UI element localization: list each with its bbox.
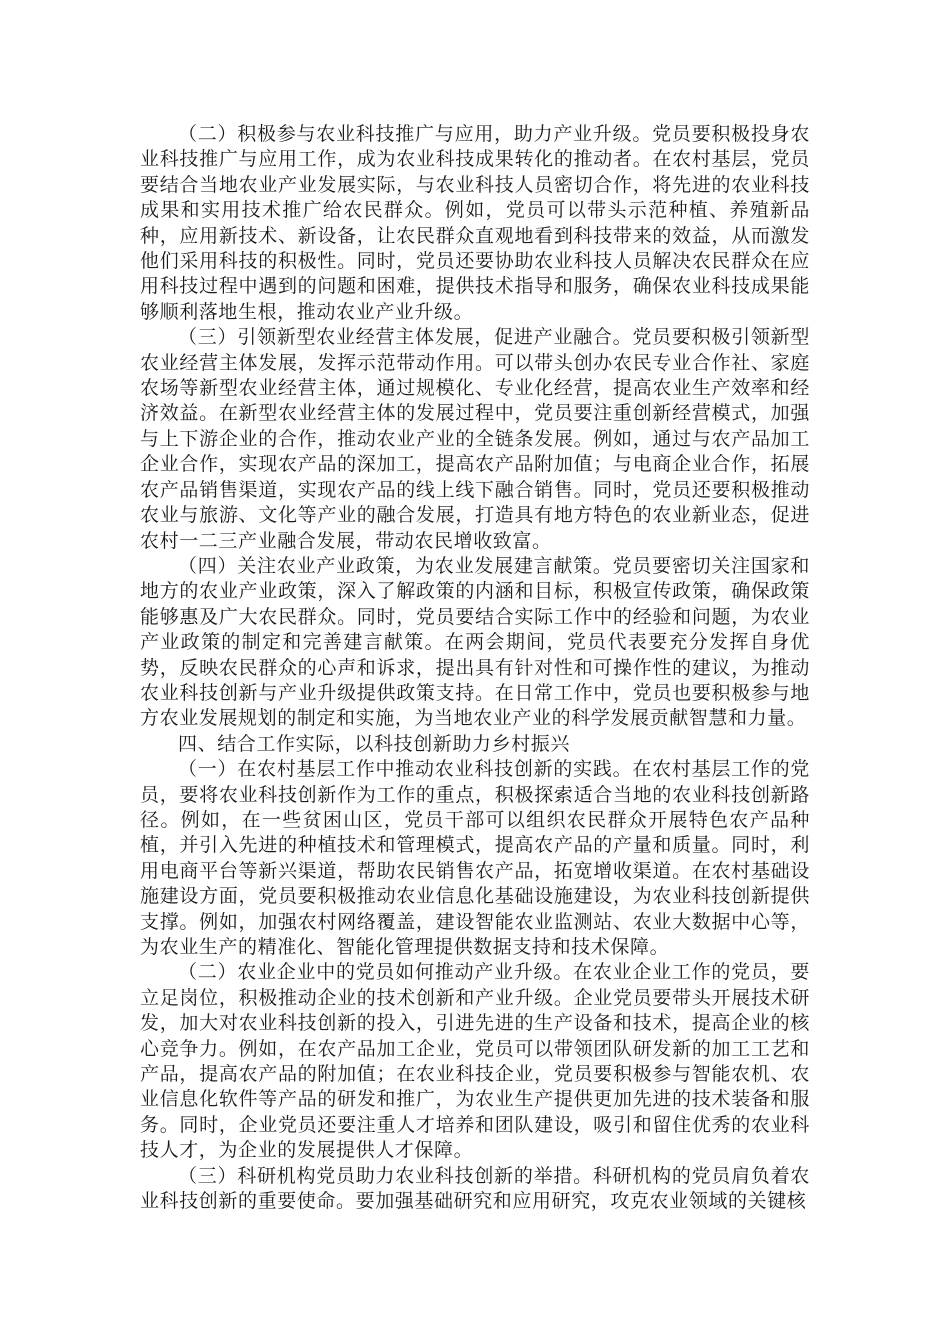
paragraph-rural-grassroots: （一）在农村基层工作中推动农业科技创新的实践。在农村基层工作的党员，要将农业科技创新作为工作的重点，积极探索适合当地的农业科技创新路径。例如，在一些贫困山区，党员干部可以组织农民群众开展特色农产品种植，并引入先进的种植技术和管理模式，提高农产品的产量和质量。同时，利用电商平台等新兴渠道，帮助农民销售农产品，拓宽增收渠道。在农村基础设施建设方面，党员要积极推动农业信息化基础设施建设，为农业科技创新提供支撑。例如，加强农村网络覆盖，建设智能农业监测站、农业大数据中心等，为农业生产的精准化、智能化管理提供数据支持和技术保障。 [140, 758, 810, 958]
paragraph-new-business-entities: （三）引领新型农业经营主体发展，促进产业融合。党员要积极引领新型农业经营主体发展，发挥示范带动作用。可以带头创办农民专业合作社、家庭农场等新型农业经营主体，通过规模化、专业化经营，提高农业生产效率和经济效益。在新型农业经营主体的发展过程中，党员要注重创新经营模式，加强与上下游企业的合作，推动农业产业的全链条发展。例如，通过与农产品加工企业合作，实现农产品的深加工，提高农产品附加值；与电商企业合作，拓展农产品销售渠道，实现农产品的线上线下融合销售。同时，党员还要积极推动农业与旅游、文化等产业的融合发展，打造具有地方特色的农业新业态，促进农村一二三产业融合发展，带动农民增收致富。 [140, 326, 810, 552]
paragraph-promote-tech-adoption: （二）积极参与农业科技推广与应用，助力产业升级。党员要积极投身农业科技推广与应用工作，成为农业科技成果转化的推动者。在农村基层，党员要结合当地农业产业发展实际，与农业科技人员密切合作，将先进的农业科技成果和实用技术推广给农民群众。例如，党员可以带头示范种植、养殖新品种，应用新技术、新设备，让农民群众直观地看到科技带来的效益，从而激发他们采用科技的积极性。同时，党员还要协助农业科技人员解决农民群众在应用科技过程中遇到的问题和困难，提供技术指导和服务，确保农业科技成果能够顺利落地生根，推动农业产业升级。 [140, 123, 810, 323]
document-body [140, 122, 810, 1214]
paragraph-agri-enterprises: （二）农业企业中的党员如何推动产业升级。在农业企业工作的党员，要立足岗位，积极推动企业的技术创新和产业升级。企业党员要带头开展技术研发，加大对农业科技创新的投入，引进先进的生产设备和技术，提高企业的核心竞争力。例如，在农产品加工企业，党员可以带领团队研发新的加工工艺和产品，提高农产品的附加值；在农业科技企业，党员要积极参与智能农机、农业信息化软件等产品的研发和推广，为农业生产提供更加先进的技术装备和服务。同时，企业党员还要注重人才培养和团队建设，吸引和留住优秀的农业科技人才，为企业的发展提供人才保障。 [140, 961, 810, 1162]
section-heading-4: 四、结合工作实际，以科技创新助力乡村振兴 [178, 732, 571, 755]
paragraph-industry-policy: （四）关注农业产业政策，为农业发展建言献策。党员要密切关注国家和地方的农业产业政策，深入了解政策的内涵和目标，积极宣传政策，确保政策能够惠及广大农民群众。同时，党员要结合实际工作中的经验和问题，为农业产业政策的制定和完善建言献策。在两会期间，党员代表要充分发挥自身优势，反映农民群众的心声和诉求，提出具有针对性和可操作性的建议，为推动农业科技创新与产业升级提供政策支持。在日常工作中，党员也要积极参与地方农业发展规划的制定和实施，为当地农业产业的科学发展贡献智慧和力量。 [140, 554, 810, 730]
paragraph-research-institutes: （三）科研机构党员助力农业科技创新的举措。科研机构的党员肩负着农业科技创新的重要使命。要加强基础研究和应用研究，攻克农业领域的关键核 [140, 1164, 810, 1213]
